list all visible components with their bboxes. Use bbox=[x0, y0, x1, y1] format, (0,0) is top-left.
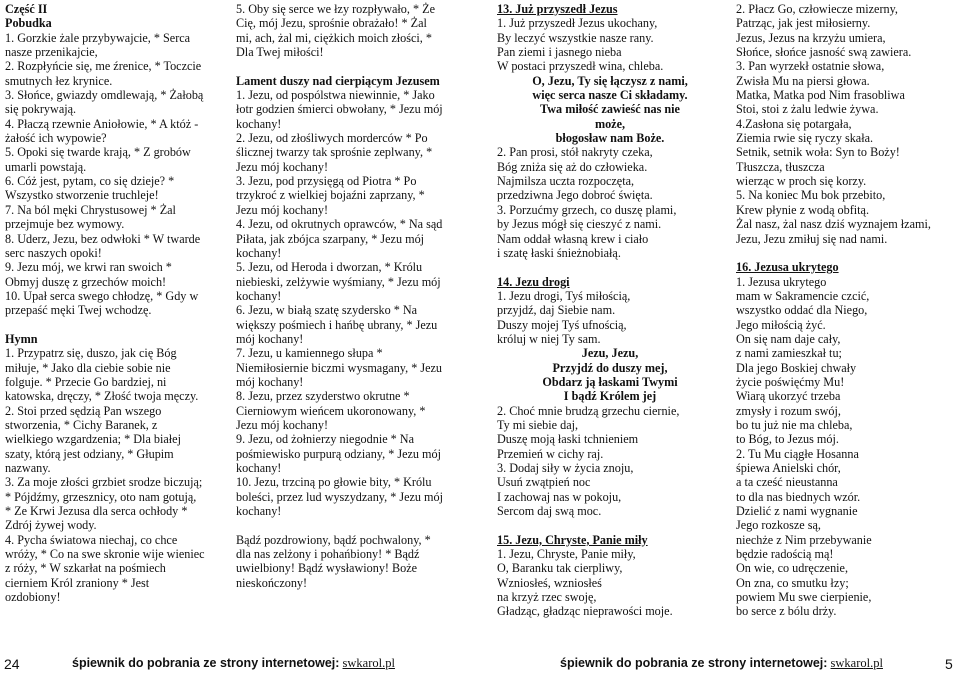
text-line: 5. Jezu, od Heroda i dworzan, * Królu bbox=[236, 260, 423, 275]
text-line: serc naszych opoki! bbox=[5, 245, 102, 260]
text-line: to dla nas biednych wzór. bbox=[736, 489, 861, 504]
text-line: 6. Jezu, w białą szatę szydersko * Na bbox=[236, 303, 418, 318]
text-line: 1. Już przyszedł Jezus ukochany, bbox=[497, 16, 658, 31]
text-line: katowska, dręczy, * Złość twoja męczy. bbox=[5, 389, 199, 404]
section-heading: 14. Jezu drogi bbox=[497, 274, 570, 289]
text-line: mi, ach, żal mi, ciężkich moich złości, * bbox=[236, 30, 432, 45]
text-line: Ty mi siebie daj, bbox=[497, 417, 579, 432]
text-line: 4.Zasłona się potargała, bbox=[736, 116, 852, 131]
text-line: miłuje, * Jako dla ciebie sobie nie bbox=[5, 360, 171, 375]
text-line: szaty, którą jest odziany, * Głupim bbox=[5, 446, 174, 461]
spacer bbox=[497, 260, 723, 274]
text-line: smutnych łez krynice. bbox=[5, 73, 113, 88]
text-line: Ziemia rwie się ryczy skała. bbox=[736, 131, 874, 146]
section-heading: Lament duszy nad cierpiącym Jezusem bbox=[236, 73, 440, 88]
text-line: Wiarą ukorzyć trzeba bbox=[736, 389, 841, 404]
text-line: Patrząc, jak jest miłosierny. bbox=[736, 16, 871, 31]
text-line: Duszy mojej Tyś ufnością, bbox=[497, 317, 627, 332]
text-line: Bóg zniża się aż do człowieka. bbox=[497, 159, 648, 174]
footer-link[interactable]: swkarol.pl bbox=[830, 656, 883, 670]
text-line: On wie, co udręczenie, bbox=[736, 561, 849, 576]
text-line: 1. Jezu drogi, Tyś miłością, bbox=[497, 288, 631, 303]
text-line: 7. Na ból męki Chrystusowej * Żal bbox=[5, 202, 176, 217]
text-line: przedziwna Jego dobroć święta. bbox=[497, 188, 653, 203]
text-line: Jezu, Jezu zmiłuj się nad nami. bbox=[736, 231, 888, 246]
text-line: z nami zamieszkał tu; bbox=[736, 346, 842, 361]
text-line: wierząc w proch się korzy. bbox=[736, 174, 867, 189]
text-line: śpiewa Anielski chór, bbox=[736, 461, 841, 475]
column-3 bbox=[497, 2, 723, 619]
text-line: Cierniowym wieńcem ukoronowany, * bbox=[236, 403, 426, 418]
text-line: niebieski, zelżywie wyśmiany, * Jezu mój bbox=[236, 274, 441, 289]
text-line: będzie radością mą! bbox=[736, 547, 834, 562]
text-line: Nam oddał własną krew i ciało bbox=[497, 231, 649, 246]
text-line: na krzyż rzec swoję, bbox=[497, 590, 597, 605]
text-line: nasze przenikajcie, bbox=[5, 45, 98, 60]
text-line: 4. Pycha światowa niechaj, co chce bbox=[5, 532, 178, 547]
text-line: Tłuszcza, tłuszcza bbox=[736, 159, 825, 174]
text-line: Wzniosłeś, wzniosłeś bbox=[497, 575, 602, 590]
text-line: Stoi, stoi z żalu ledwie żywa. bbox=[736, 102, 879, 117]
text-line: 5. Opoki się twarde krają, * Z grobów bbox=[5, 145, 191, 160]
refrain-line: Jezu, Jezu, bbox=[581, 346, 639, 361]
text-line: uwielbiony! Bądź wysławiony! Boże bbox=[236, 561, 418, 576]
text-line: 3. Pan wyrzekł ostatnie słowa, bbox=[736, 59, 885, 74]
text-line: 4. Jezu, od okrutnych oprawców, * Na sąd bbox=[236, 217, 443, 232]
text-line: Jego miłością żyć. bbox=[736, 317, 826, 332]
text-line: Najmilsza uczta rozpoczęta, bbox=[497, 174, 635, 189]
text-line: Przemień w cichy raj. bbox=[497, 446, 604, 461]
footer-label: śpiewnik do pobrania ze strony internetowej: bbox=[72, 656, 340, 670]
text-line: Pan ziemi i jasnego nieba bbox=[497, 45, 622, 60]
refrain-line: może, bbox=[594, 116, 626, 131]
text-line: Dla jego Boskiej chwały bbox=[736, 360, 857, 375]
text-line: 2. Rozpłyńcie się, me źrenice, * Toczcie bbox=[5, 59, 202, 74]
text-line: kochany! bbox=[236, 288, 282, 303]
section-heading: Hymn bbox=[5, 331, 38, 346]
spacer bbox=[736, 246, 958, 260]
text-line: Gładząc, gładząc nieprawości moje. bbox=[497, 604, 673, 619]
text-line: 3. Dodaj siły w życia znoju, bbox=[497, 461, 634, 475]
text-line: z róży, * W szkarłat na pośmiech bbox=[5, 561, 166, 576]
section-heading: 16. Jezusa ukrytego bbox=[736, 260, 839, 275]
text-line: 3. Jezu, pod przysięgą od Piotra * Po bbox=[236, 174, 417, 189]
text-line: Żal nasz, żal nasz dziś wyznajem łzami, bbox=[736, 217, 931, 232]
text-line: Sercom daj swą moc. bbox=[497, 504, 602, 519]
text-line: Krew płynie z wodą obfitą. bbox=[736, 202, 870, 217]
text-line: Jego rozkosze są, bbox=[736, 518, 821, 533]
section-heading: 15. Jezu, Chryste, Panie miły bbox=[497, 532, 648, 547]
spacer bbox=[236, 59, 476, 73]
text-line: bo serce z bólu drży. bbox=[736, 604, 837, 619]
text-line: Jezu mój kochany! bbox=[236, 202, 329, 217]
page-number-left: 24 bbox=[4, 656, 20, 672]
text-line: 2. Jezu, od złośliwych morderców * Po bbox=[236, 131, 428, 146]
text-line: dla nas zelżony i pohańbiony! * Bądź bbox=[236, 547, 420, 562]
text-line: 5. Na koniec Mu bok przebito, bbox=[736, 188, 886, 203]
text-line: 1. Jezu, Chryste, Panie miły, bbox=[497, 547, 636, 562]
text-line: kochany! bbox=[236, 504, 282, 519]
refrain-line: Przyjdź do duszy mej, bbox=[552, 360, 668, 375]
text-line: i szatę łaski śnieżnobiałą. bbox=[497, 245, 621, 260]
text-line: Dzielić z nami wygnanie bbox=[736, 504, 858, 519]
text-line: 2. Stoi przed sędzią Pan wszego bbox=[5, 403, 162, 418]
text-line: 4. Płaczą rzewnie Aniołowie, * A któż - bbox=[5, 116, 199, 131]
text-line: nazwany. bbox=[5, 461, 51, 475]
text-line: wróży, * Co na swe skronie wije wieniec bbox=[5, 547, 205, 562]
text-line: przepaść męki Twej wchodzę. bbox=[5, 303, 152, 318]
text-line: 3. Za moje złości grzbiet srodze biczują; bbox=[5, 475, 203, 490]
text-line: 2. Pan prosi, stół nakryty czeka, bbox=[497, 145, 653, 160]
footer-label: śpiewnik do pobrania ze strony internetowej: bbox=[560, 656, 828, 670]
spacer bbox=[497, 518, 723, 532]
text-line: zmysły i rozum swój, bbox=[736, 403, 841, 418]
refrain-line: Obdarz ją łaskami Twymi bbox=[542, 374, 678, 389]
footer-link[interactable]: swkarol.pl bbox=[342, 656, 395, 670]
text-line: Obmyj duszę z grzechów moich! bbox=[5, 274, 167, 289]
text-line: wszystko oddać dla Niego, bbox=[736, 303, 868, 318]
text-line: 3. Słońce, gwiazdy omdlewają, * Żałobą bbox=[5, 88, 204, 103]
text-line: ozdobiony! bbox=[5, 590, 61, 605]
text-line: O, Baranku tak cierpliwy, bbox=[497, 561, 623, 576]
text-line: 7. Jezu, u kamiennego słupa * bbox=[236, 346, 383, 361]
text-line: 8. Jezu, przez szyderstwo okrutne * bbox=[236, 389, 410, 404]
text-line: boleści, przez lud wyszydzany, * Jezu mój bbox=[236, 489, 444, 504]
section-heading: Część II bbox=[5, 2, 48, 16]
text-line: kochany! bbox=[236, 461, 282, 475]
refrain-line: błogosław nam Boże. bbox=[555, 131, 665, 146]
text-line: niechże z Nim przebywanie bbox=[736, 532, 872, 547]
text-line: kochany! bbox=[236, 116, 282, 131]
text-line: * Pójdźmy, grzesznicy, oto nam gotują, bbox=[5, 489, 197, 504]
text-line: 8. Uderz, Jezu, bez odwłoki * W twarde bbox=[5, 231, 201, 246]
text-line: Jezu mój kochany! bbox=[236, 417, 329, 432]
text-line: przyjdź, daj Siebie nam. bbox=[497, 303, 616, 318]
text-line: mój kochany! bbox=[236, 374, 304, 389]
text-line: kochany! bbox=[236, 245, 282, 260]
text-line: cierniem Król zraniony * Jest bbox=[5, 575, 150, 590]
text-line: 2. Choć mnie brudzą grzechu ciernie, bbox=[497, 403, 680, 418]
text-line: stworzenia, * Cichy Baranek, z bbox=[5, 417, 158, 432]
text-line: Bądź pozdrowiony, bądź pochwalony, * bbox=[236, 532, 431, 547]
text-line: 10. Upał serca swego chłodzę, * Gdy w bbox=[5, 288, 199, 303]
text-line: 2. Płacz Go, człowiecze mizerny, bbox=[736, 2, 898, 16]
text-line: 1. Jezu, od pospólstwa niewinnie, * Jako bbox=[236, 88, 435, 103]
refrain-line: O, Jezu, Ty się łączysz z nami, bbox=[532, 73, 688, 88]
text-line: łotr godzien śmierci obwołany, * Jezu mój bbox=[236, 102, 443, 117]
text-line: 10. Jezu, trzciną po głowie bity, * Królu bbox=[236, 475, 432, 490]
text-line: przejmuje bez wymowy. bbox=[5, 217, 125, 232]
text-line: Niemiłosiernie biczmi wysmagany, * Jezu bbox=[236, 360, 443, 375]
text-line: króluj w niej Ty sam. bbox=[497, 331, 601, 346]
text-line: 5. Oby się serce we łzy rozpływało, * Że bbox=[236, 2, 435, 16]
text-line: Dla Twej miłości! bbox=[236, 45, 324, 60]
text-line: powiem Mu swe cierpienie, bbox=[736, 590, 872, 605]
text-line: trzykroć z wielkiej bojaźni zaprzany, * bbox=[236, 188, 425, 203]
section-heading: 13. Już przyszedł Jezus bbox=[497, 2, 618, 16]
refrain-line: więc serca nasze Ci składamy. bbox=[532, 88, 688, 103]
text-line: Cię, mój Jezu, sprośnie obrażało! * Żal bbox=[236, 16, 427, 31]
text-line: Duszę moją łaski tchnieniem bbox=[497, 432, 639, 447]
refrain-line: I bądź Królem jej bbox=[563, 389, 657, 404]
text-line: mam w Sakramencie czcić, bbox=[736, 288, 870, 303]
text-line: 2. Tu Mu ciągłe Hosanna bbox=[736, 446, 859, 461]
text-line: Usuń zwątpień noc bbox=[497, 475, 591, 490]
column-1 bbox=[5, 2, 227, 604]
footer-right bbox=[560, 656, 883, 671]
text-line: to Bóg, to Jezus mój. bbox=[736, 432, 839, 447]
text-line: On się nam daje cały, bbox=[736, 331, 841, 346]
text-line: 9. Jezu mój, we krwi ran swoich * bbox=[5, 260, 172, 275]
text-line: Piłata, jak zbójca szarpany, * Jezu mój bbox=[236, 231, 425, 246]
text-line: a ta cześć nieustanna bbox=[736, 475, 838, 490]
text-line: umarli powstają. bbox=[5, 159, 87, 174]
refrain-line: Twa miłość zawieść nas nie bbox=[540, 102, 680, 117]
text-line: 9. Jezu, od żołnierzy niegodnie * Na bbox=[236, 432, 415, 447]
text-line: się pokrywają. bbox=[5, 102, 77, 117]
text-line: I zachowaj nas w pokoju, bbox=[497, 489, 622, 504]
text-line: mój kochany! bbox=[236, 331, 304, 346]
text-line: Wszystko stworzenie truchleje! bbox=[5, 188, 159, 203]
text-line: Słońce, słońce jasność swą zawiera. bbox=[736, 45, 912, 60]
text-line: nieskończony! bbox=[236, 575, 308, 590]
text-line: 1. Gorzkie żale przybywajcie, * Serca bbox=[5, 30, 191, 45]
footer-left bbox=[72, 656, 395, 671]
text-line: Jezu mój kochany! bbox=[236, 159, 329, 174]
column-4 bbox=[736, 2, 958, 619]
text-line: On zna, co smutku łzy; bbox=[736, 575, 849, 590]
text-line: Setnik, setnik woła: Syn to Boży! bbox=[736, 145, 900, 160]
text-line: W postaci przyszedł wina, chleba. bbox=[497, 59, 664, 74]
text-line: większy pośmiech i hańbę ubrany, * Jezu bbox=[236, 317, 438, 332]
text-line: pośmiewisko purpurą odziany, * Jezu mój bbox=[236, 446, 442, 461]
text-line: By leczyć wszystkie nasze rany. bbox=[497, 30, 654, 45]
text-line: 1. Jezusa ukrytego bbox=[736, 274, 827, 289]
text-line: ślicznej twarzy tak sprośnie zeplwany, * bbox=[236, 145, 433, 160]
text-line: Jezus, Jezus na krzyżu umiera, bbox=[736, 30, 886, 45]
spacer bbox=[5, 318, 227, 332]
text-line: bo tu już nie ma chleba, bbox=[736, 417, 853, 432]
text-line: wielkiego wzgardzenia; * Dla białej bbox=[5, 432, 181, 447]
text-line: Matka, Matka pod Nim frasobliwa bbox=[736, 88, 905, 103]
text-line: 6. Cóż jest, pytam, co się dzieje? * bbox=[5, 174, 175, 189]
section-heading: Pobudka bbox=[5, 16, 52, 31]
text-line: * Ze Krwi Jezusa dla serca ochłody * bbox=[5, 504, 188, 519]
spacer bbox=[236, 518, 476, 532]
text-line: 3. Porzućmy grzech, co duszę plami, bbox=[497, 202, 677, 217]
text-line: Zdrój żywej wody. bbox=[5, 518, 97, 533]
text-line: folguje. * Przecie Go bardziej, ni bbox=[5, 374, 167, 389]
text-line: Zwisła Mu na piersi głowa. bbox=[736, 73, 870, 88]
text-line: życie poświęćmy Mu! bbox=[736, 374, 845, 389]
text-line: 1. Przypatrz się, duszo, jak cię Bóg bbox=[5, 346, 177, 361]
text-line: by Jezus mógł się cieszyć z nami. bbox=[497, 217, 662, 232]
text-line: żałość ich wypowie? bbox=[5, 131, 107, 146]
page-number-right: 5 bbox=[945, 656, 953, 672]
column-2 bbox=[236, 2, 476, 590]
